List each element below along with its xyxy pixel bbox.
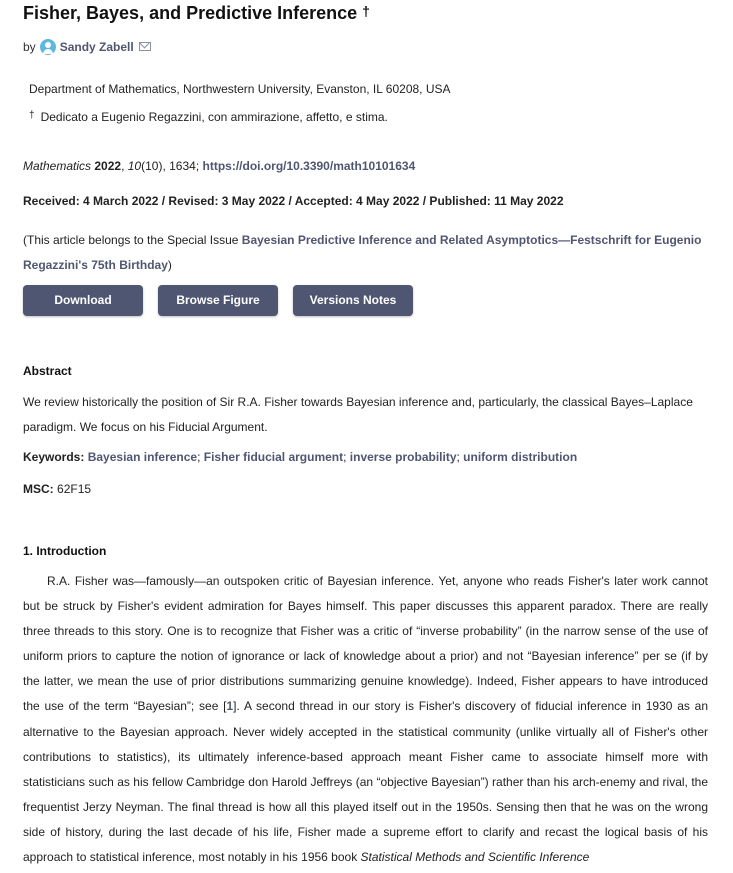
article-title-text: Fisher, Bayes, and Predictive Inference [23,3,358,23]
keyword-link[interactable]: inverse probability [349,450,457,464]
affiliation: Department of Mathematics, Northwestern University, Evanston, IL 60208, USA [29,82,451,96]
reference-link[interactable]: 1 [226,699,234,714]
keywords [23,450,577,464]
introduction-text-part1: R.A. Fisher was—famously—an outspoken critic of Bayesian inference. Yet, anyone who reads Fisher's later work cannot but be struck by Fisher's evident admiration for Bayes himself. This paper discusses this apparent paradox. There are really three threads to this story. One is to recognize that Fisher was a critic of “inverse probability” (in the narrow sense of the use of uniform priors to capture the notion of ignorance or lack of knowledge about a prior) and not “Bayesian inference” per se (if by the latter, we mean the use of prior distributions summarizing genuine knowledge). Indeed, Fisher appears to have introduced the use of the term “Bayesian”; see [ [23,574,708,714]
abstract-text: We review historically the position of Sir R.A. Fisher towards Bayesian inference and, particularly, the classical Bayes–Laplace paradigm. We focus on his Fiducial Argument. [23,395,693,434]
doi-link[interactable]: https://doi.org/10.3390/math10101634 [202,159,416,173]
keyword-link[interactable]: Fisher fiducial argument [203,450,344,464]
versions-notes-button[interactable]: Versions Notes [293,285,413,316]
citation-year: 2022 [94,159,122,173]
article-title [23,3,370,24]
mail-icon[interactable] [139,42,151,51]
publication-dates: Received: 4 March 2022 / Revised: 3 May 2022 / Accepted: 4 May 2022 / Published: 11 May 2022 [23,194,564,208]
dedication-text: Dedicato a Eugenio Regazzini, con ammirazione, affetto, e stima. [40,110,388,124]
keyword-link[interactable]: Bayesian inference [87,450,198,464]
special-issue-suffix: ) [167,258,172,272]
keyword-link[interactable]: uniform distribution [463,450,578,464]
msc-value: 62F15 [57,482,92,496]
introduction-text-part2: ]. A second thread in our story is Fisher's discovery of fiducial inference in 1930 as an alternative to the Bayesian approach. Never widely accepted in the statistical community (unlike virtually all of Fisher's other contributions to statistics), its ultimately inference-based approach meant Fisher came to associate himself more with statisticians such as his fellow Cambridge don Harold Jeffreys (an “objective Bayesian”) rather than his arch-enemy and rival, the frequentist Jerzy Neyman. The final thread is how all this played itself out in the 1950s. Sensing then that he was on the wrong side of history, during the last decade of his life, Fisher made a supreme effort to clarify and recast the logical basis of his approach to statistical inference, most notably in his 1956 book [23,699,708,865]
by-label: by [23,40,36,54]
introduction-heading: 1. Introduction [23,544,107,558]
introduction-paragraph [23,569,708,870]
special-issue-note [23,228,713,278]
special-issue-prefix: (This article belongs to the Special Issue [23,233,242,247]
journal-name: Mathematics [23,159,92,173]
dedication [29,110,388,124]
citation-volume: 10 [127,159,142,173]
msc-classification [23,482,91,496]
download-button[interactable]: Download [23,285,143,316]
msc-label: MSC: [23,482,54,496]
citation: Mathematics 2022, 10(10), 1634; https://doi.org/10.3390/math10101634 [23,159,416,173]
keyword-separator: ; [456,450,464,464]
keyword-separator: ; [343,450,350,464]
author-link[interactable]: Sandy Zabell [59,40,134,54]
special-issue-link[interactable]: Bayesian Predictive Inference and Related Asymptotics—Festschrift for Eugenio Regazzini's 75th Birthday [23,233,702,272]
citation-issue-pages: (10), 1634; [141,159,200,173]
dedication-dagger-mark: † [29,110,35,121]
author-line [23,38,151,56]
author-avatar-icon[interactable] [40,39,56,55]
abstract-heading: Abstract [23,364,72,378]
title-dagger-mark: † [362,3,370,19]
book-title: Statistical Methods and Scientific Inference [360,850,590,865]
browse-figure-button[interactable]: Browse Figure [158,285,278,316]
keyword-separator: ; [197,450,204,464]
keywords-label: Keywords: [23,450,85,464]
